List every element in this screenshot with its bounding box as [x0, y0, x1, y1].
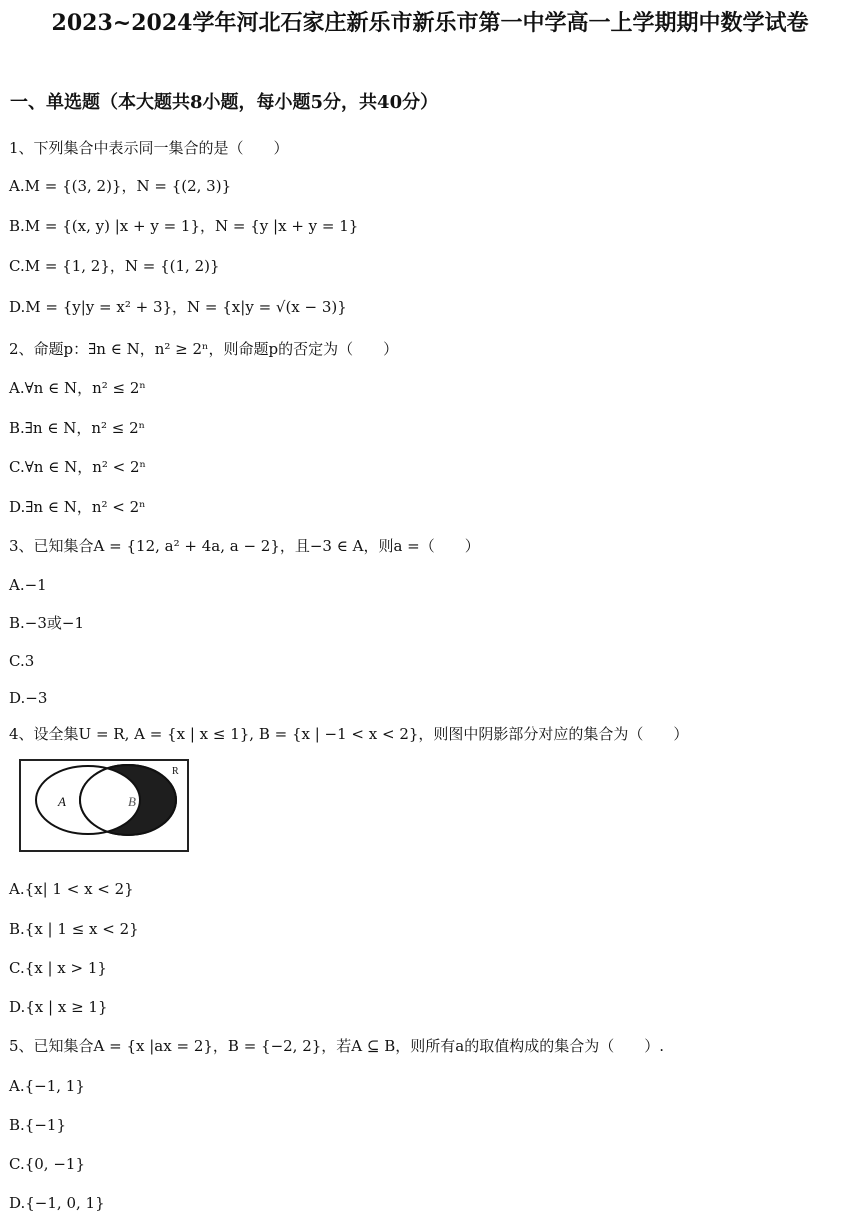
question-4-stem: 4、设全集U = R, A = {x | x ≤ 1}, B = {x | −1 < x < 2}，则图中阴影部分对应的集合为（ ）	[9, 725, 689, 743]
page-title: 2023~2024学年河北石家庄新乐市新乐市第一中学高一上学期期中数学试卷	[51, 10, 809, 36]
venn-diagram	[18, 758, 190, 854]
question-3-option-b: B.−3或−1	[9, 614, 85, 632]
question-5-option-c: C.{0, −1}	[9, 1155, 85, 1173]
question-5-option-a: A.{−1, 1}	[9, 1077, 85, 1095]
question-3-stem: 3、已知集合A = {12, a² + 4a, a − 2}，且−3 ∈ A，则a =（ ）	[9, 537, 480, 555]
question-4-option-d: D.{x | x ≥ 1}	[9, 998, 108, 1016]
question-5-option-b: B.{−1}	[9, 1116, 66, 1134]
question-4-option-a: A.{x| 1 < x < 2}	[9, 880, 134, 898]
question-4-option-c: C.{x | x > 1}	[9, 959, 107, 977]
question-3-option-d: D.−3	[9, 689, 48, 707]
set-a-label: A	[58, 794, 66, 809]
section-heading: 一、单选题（本大题共8小题，每小题5分，共40分）	[10, 92, 439, 113]
question-3-option-a: A.−1	[9, 576, 47, 594]
question-2-option-a: A.∀n ∈ N，n² ≤ 2ⁿ	[9, 379, 146, 397]
question-5-stem: 5、已知集合A = {x |ax = 2}，B = {−2, 2}，若A ⊆ B，则所有a的取值构成的集合为（ ）.	[9, 1037, 664, 1055]
question-4-option-b: B.{x | 1 ≤ x < 2}	[9, 920, 139, 938]
question-2-option-c: C.∀n ∈ N，n² < 2ⁿ	[9, 458, 146, 476]
question-1-option-c: C.M = {1, 2}，N = {(1, 2)}	[9, 257, 220, 275]
question-2-option-d: D.∃n ∈ N，n² < 2ⁿ	[9, 498, 146, 516]
set-b-label: B	[128, 794, 136, 809]
question-2-stem: 2、命题p：∃n ∈ N，n² ≥ 2ⁿ，则命题p的否定为（ ）	[9, 340, 399, 358]
question-3-option-c: C.3	[9, 652, 35, 670]
question-2-option-b: B.∃n ∈ N，n² ≤ 2ⁿ	[9, 419, 146, 437]
question-1-option-a: A.M = {(3, 2)}，N = {(2, 3)}	[9, 177, 232, 195]
question-1-option-d: D.M = {y|y = x² + 3}，N = {x|y = √(x − 3)}	[9, 298, 347, 316]
question-1-option-b: B.M = {(x, y) |x + y = 1}，N = {y |x + y = 1}	[9, 217, 359, 235]
question-1-stem: 1、下列集合中表示同一集合的是（ ）	[9, 139, 289, 157]
question-5-option-d: D.{−1, 0, 1}	[9, 1194, 105, 1212]
universe-label: R	[172, 766, 179, 777]
